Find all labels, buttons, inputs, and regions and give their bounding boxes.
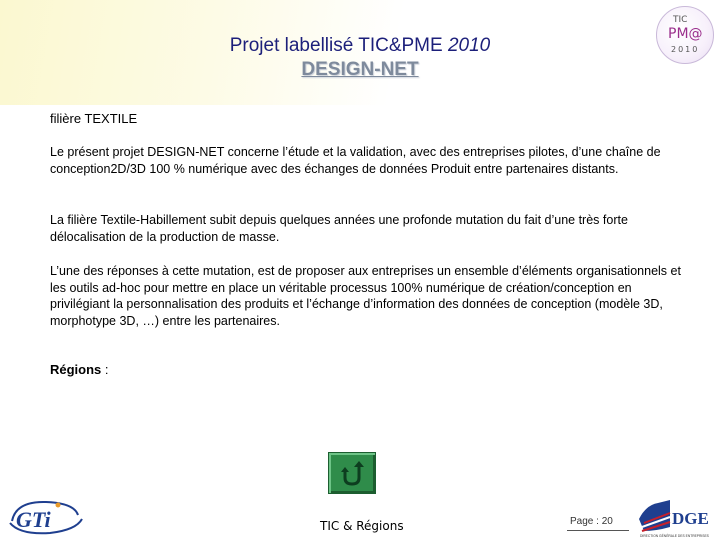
footer-center-text: TIC & Régions <box>320 519 404 533</box>
page-title <box>0 34 720 58</box>
page-title-main: Projet labellisé TIC&PME <box>229 35 443 56</box>
return-arrow-icon <box>338 458 366 488</box>
regions-label: Régions <box>50 362 102 377</box>
dge-logo-caption: DIRECTION GÉNÉRALE DES ENTREPRISES <box>640 534 709 538</box>
section-heading: filière TEXTILE <box>50 111 138 126</box>
regions-line <box>50 362 109 377</box>
badge-line2: PM@ <box>668 26 703 42</box>
dge-logo <box>636 497 716 540</box>
footer-page-number: Page : 20 <box>570 516 613 527</box>
dge-flag-mark <box>639 500 670 531</box>
page-subtitle: DESIGN-NET <box>301 59 419 80</box>
page-title-block <box>0 34 720 82</box>
badge-line1: TIC <box>673 15 688 25</box>
dge-logo-text: DGE <box>672 509 709 528</box>
paragraph-context: La filière Textile-Habillement subit depuis quelques années une profonde mutation du fait d’une très forte délocalisation de la production de masse. <box>50 213 628 244</box>
paragraph-project: Le présent projet DESIGN-NET concerne l’étude et la validation, avec des entreprises pilotes, d’une chaîne de conception2D/3D 100 % numérique avec des échanges de données Produit entre partenaires distants. <box>50 145 661 176</box>
badge-line3: 2010 <box>671 45 700 54</box>
footer-divider <box>567 530 629 531</box>
gti-logo-text: GTi <box>16 507 51 532</box>
return-button[interactable] <box>328 452 376 494</box>
paragraph-response: L’une des réponses à cette mutation, est de proposer aux entreprises un ensemble d’éléments organisationnels et les outils ad-hoc pour mettre en place un véritable processus 100% numérique de création/conception en privilégiant la personnalisation des produits et l’échange d’information des données de conception (modèle 3D, morphotype 3D, …) entre les partenaires. <box>50 264 681 328</box>
gti-logo <box>6 497 86 537</box>
regions-suffix: : <box>101 362 109 377</box>
tic-pme-badge-logo <box>656 6 714 64</box>
page-title-year: 2010 <box>447 35 491 56</box>
